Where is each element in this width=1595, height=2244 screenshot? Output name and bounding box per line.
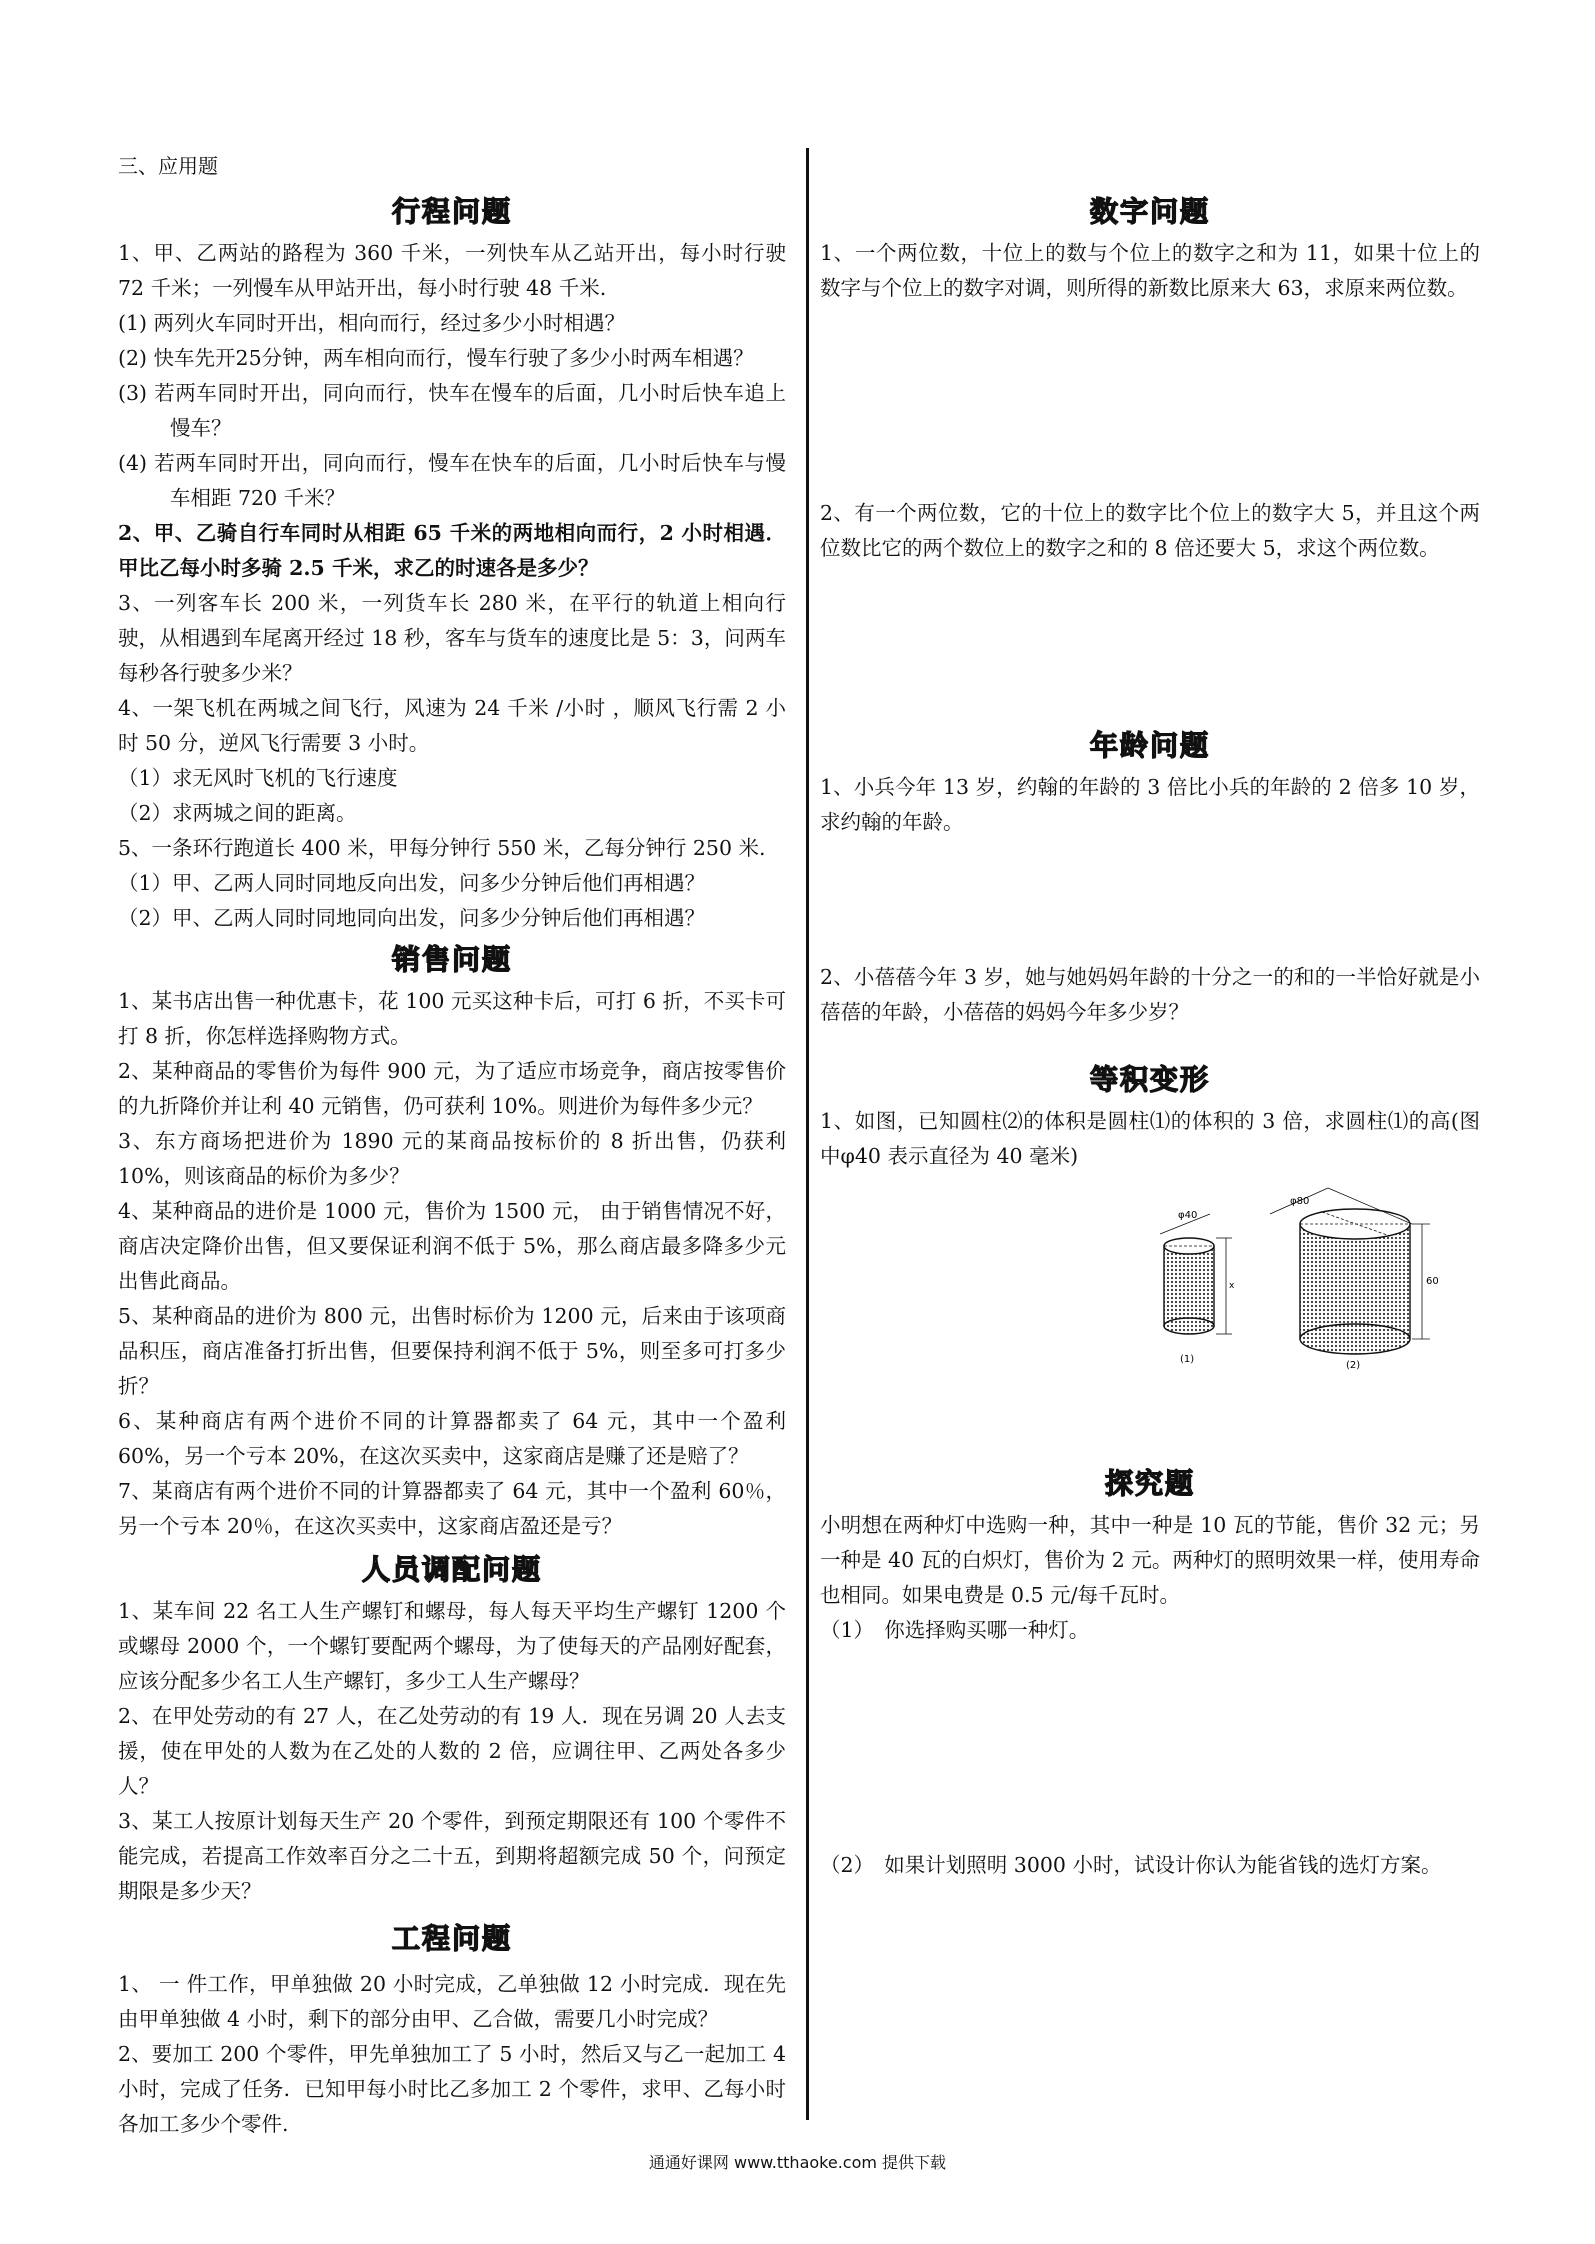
travel-q5-2: （2）甲、乙两人同时同地同向出发，问多少分钟后他们再相遇？ bbox=[118, 906, 706, 930]
staffing-q1: 1、某车间 22 名工人生产螺钉和螺母，每人每天平均生产螺钉 1200 个或螺母 2000 个，一个螺钉要配两个螺母，为了使每天的产品刚好配套，应该分配多少名工人生产螺钉，多少工人生产螺母？ bbox=[118, 1599, 786, 1693]
travel-q1: 1、甲、乙两站的路程为 360 千米，一列快车从乙站开出，每小时行驶 72 千米；一列慢车从甲站开出，每小时行驶 48 千米. bbox=[118, 241, 786, 300]
right-column bbox=[820, 192, 1480, 1883]
cylinders-svg bbox=[1150, 1184, 1470, 1374]
figure-label-2: (2) bbox=[1346, 1360, 1361, 1371]
explore-intro: 小明想在两种灯中选购一种，其中一种是 10 瓦的节能，售价 32 元；另一种是 40 瓦的白炽灯，售价为 2 元。两种灯的照明效果一样，使用寿命也相同。如果电费是 0.5 元/每千瓦时。 bbox=[820, 1513, 1480, 1607]
cylinder-figure bbox=[820, 1184, 1480, 1374]
digits-q2: 2、有一个两位数，它的十位上的数字比个位上的数字大 5，并且这个两位数比它的两个数位上的数字之和的 8 倍还要大 5，求这个两位数。 bbox=[820, 501, 1480, 560]
sales-q1: 1、某书店出售一种优惠卡，花 100 元买这种卡后，可打 6 折，不买卡可打 8 折，你怎样选择购物方式。 bbox=[118, 989, 786, 1048]
sales-q4: 4、某种商品的进价是 1000 元，售价为 1500 元， 由于销售情况不好，商店决定降价出售，但又要保证利润不低于 5%，那么商店最多降多少元出售此商品。 bbox=[118, 1199, 786, 1293]
section-label: 三、应用题 bbox=[118, 154, 218, 178]
staffing-q2: 2、在甲处劳动的有 27 人，在乙处劳动的有 19 人．现在另调 20 人去支援，使在甲处的人数为在乙处的人数的 2 倍，应调往甲、乙两处各多少人？ bbox=[118, 1704, 786, 1798]
title-staffing: 人员调配问题 bbox=[361, 1553, 542, 1586]
large-height-label: 60 bbox=[1426, 1276, 1439, 1287]
sales-q3: 3、东方商场把进价为 1890 元的某商品按标价的 8 折出售，仍获利 10%，则该商品的标价为多少？ bbox=[118, 1129, 786, 1188]
travel-q1-3: (3) 若两车同时开出，同向而行，快车在慢车的后面，几小时后快车追上慢车？ bbox=[118, 381, 786, 440]
travel-q2: 2、甲、乙骑自行车同时从相距 65 千米的两地相向而行，2 小时相遇．甲比乙每小时多骑 2.5 千米，求乙的时速各是多少？ bbox=[118, 521, 786, 580]
column-divider bbox=[806, 148, 809, 2120]
sales-q2: 2、某种商品的零售价为每件 900 元，为了适应市场竞争，商店按零售价的九折降价并让利 40 元销售，仍可获利 10%。则进价为每件多少元？ bbox=[118, 1059, 786, 1118]
title-volume: 等积变形 bbox=[1089, 1063, 1210, 1096]
left-column bbox=[118, 192, 786, 2142]
footer-credit: 通通好课网 www.tthaoke.com 提供下载 bbox=[648, 2153, 947, 2172]
travel-q3: 3、一列客车长 200 米，一列货车长 280 米，在平行的轨道上相向行驶，从相遇到车尾离开经过 18 秒，客车与货车的速度比是 5：3，问两车每秒各行驶多少米？ bbox=[118, 591, 786, 685]
figure-label-1: (1) bbox=[1180, 1354, 1195, 1365]
large-cylinder bbox=[1270, 1188, 1439, 1371]
travel-q5: 5、一条环行跑道长 400 米，甲每分钟行 550 米，乙每分钟行 250 米. bbox=[118, 836, 766, 860]
sales-q7: 7、某商店有两个进价不同的计算器都卖了 64 元，其中一个盈利 60％，另一个亏本 20％，在这次买卖中，这家商店盈还是亏？ bbox=[118, 1479, 786, 1538]
small-diameter-label: φ40 bbox=[1178, 1210, 1198, 1221]
explore-part-2: （2） 如果计划照明 3000 小时，试设计你认为能省钱的选灯方案。 bbox=[820, 1853, 1442, 1877]
sales-q5: 5、某种商品的进价为 800 元，出售时标价为 1200 元，后来由于该项商品积压，商店准备打折出售，但要保持利润不低于 5%，则至多可打多少折？ bbox=[118, 1304, 786, 1398]
travel-q4-2: （2）求两城之间的距离。 bbox=[118, 801, 357, 825]
travel-q4: 4、一架飞机在两城之间飞行，风速为 24 千米 /小时 ，顺风飞行需 2 小时 50 分，逆风飞行需要 3 小时。 bbox=[118, 696, 786, 755]
sales-q6: 6、某种商店有两个进价不同的计算器都卖了 64 元，其中一个盈利 60%，另一个亏本 20%，在这次买卖中，这家商店是赚了还是赔了？ bbox=[118, 1409, 786, 1468]
title-travel: 行程问题 bbox=[391, 195, 512, 228]
large-diameter-label: φ80 bbox=[1290, 1196, 1310, 1207]
age-q2: 2、小蓓蓓今年 3 岁，她与她妈妈年龄的十分之一的和的一半恰好就是小蓓蓓的年龄，小蓓蓓的妈妈今年多少岁？ bbox=[820, 965, 1480, 1024]
title-age: 年龄问题 bbox=[1089, 729, 1210, 762]
small-cylinder bbox=[1160, 1210, 1235, 1365]
engineering-q1: 1、 一 件工作，甲单独做 20 小时完成，乙单独做 12 小时完成．现在先由甲单独做 4 小时，剩下的部分由甲、乙合做，需要几小时完成？ bbox=[118, 1972, 786, 2031]
title-explore: 探究题 bbox=[1104, 1467, 1195, 1500]
staffing-q3: 3、某工人按原计划每天生产 20 个零件，到预定期限还有 100 个零件不能完成，若提高工作效率百分之二十五，到期将超额完成 50 个，问预定期限是多少天？ bbox=[118, 1809, 786, 1903]
travel-q5-1: （1）甲、乙两人同时同地反向出发，问多少分钟后他们再相遇？ bbox=[118, 871, 706, 895]
digits-q1: 1、一个两位数，十位上的数与个位上的数字之和为 11，如果十位上的数字与个位上的数字对调，则所得的新数比原来大 63，求原来两位数。 bbox=[820, 241, 1480, 300]
explore-part-1: （1） 你选择购买哪一种灯。 bbox=[820, 1618, 1090, 1642]
title-sales: 销售问题 bbox=[391, 943, 512, 976]
engineering-q2: 2、要加工 200 个零件，甲先单独加工了 5 小时，然后又与乙一起加工 4 小时，完成了任务．已知甲每小时比乙多加工 2 个零件，求甲、乙每小时各加工多少个零件. bbox=[118, 2042, 786, 2136]
title-digits: 数字问题 bbox=[1089, 195, 1210, 228]
small-height-label: x bbox=[1229, 1281, 1235, 1291]
title-engineering: 工程问题 bbox=[391, 1922, 512, 1955]
travel-q1-2: (2) 快车先开25分钟，两车相向而行，慢车行驶了多少小时两车相遇？ bbox=[118, 346, 754, 370]
volume-q1: 1、如图，已知圆柱⑵的体积是圆柱⑴的体积的 3 倍，求圆柱⑴的高(图中φ40 表示直径为 40 毫米) bbox=[820, 1109, 1480, 1168]
travel-q1-4: (4) 若两车同时开出，同向而行，慢车在快车的后面，几小时后快车与慢车相距 720 千米？ bbox=[118, 451, 786, 510]
age-q1: 1、小兵今年 13 岁，约翰的年龄的 3 倍比小兵的年龄的 2 倍多 10 岁，求约翰的年龄。 bbox=[820, 775, 1480, 834]
travel-q4-1: （1）求无风时飞机的飞行速度 bbox=[118, 766, 398, 790]
travel-q1-1: (1) 两列火车同时开出，相向而行，经过多少小时相遇？ bbox=[118, 311, 626, 335]
